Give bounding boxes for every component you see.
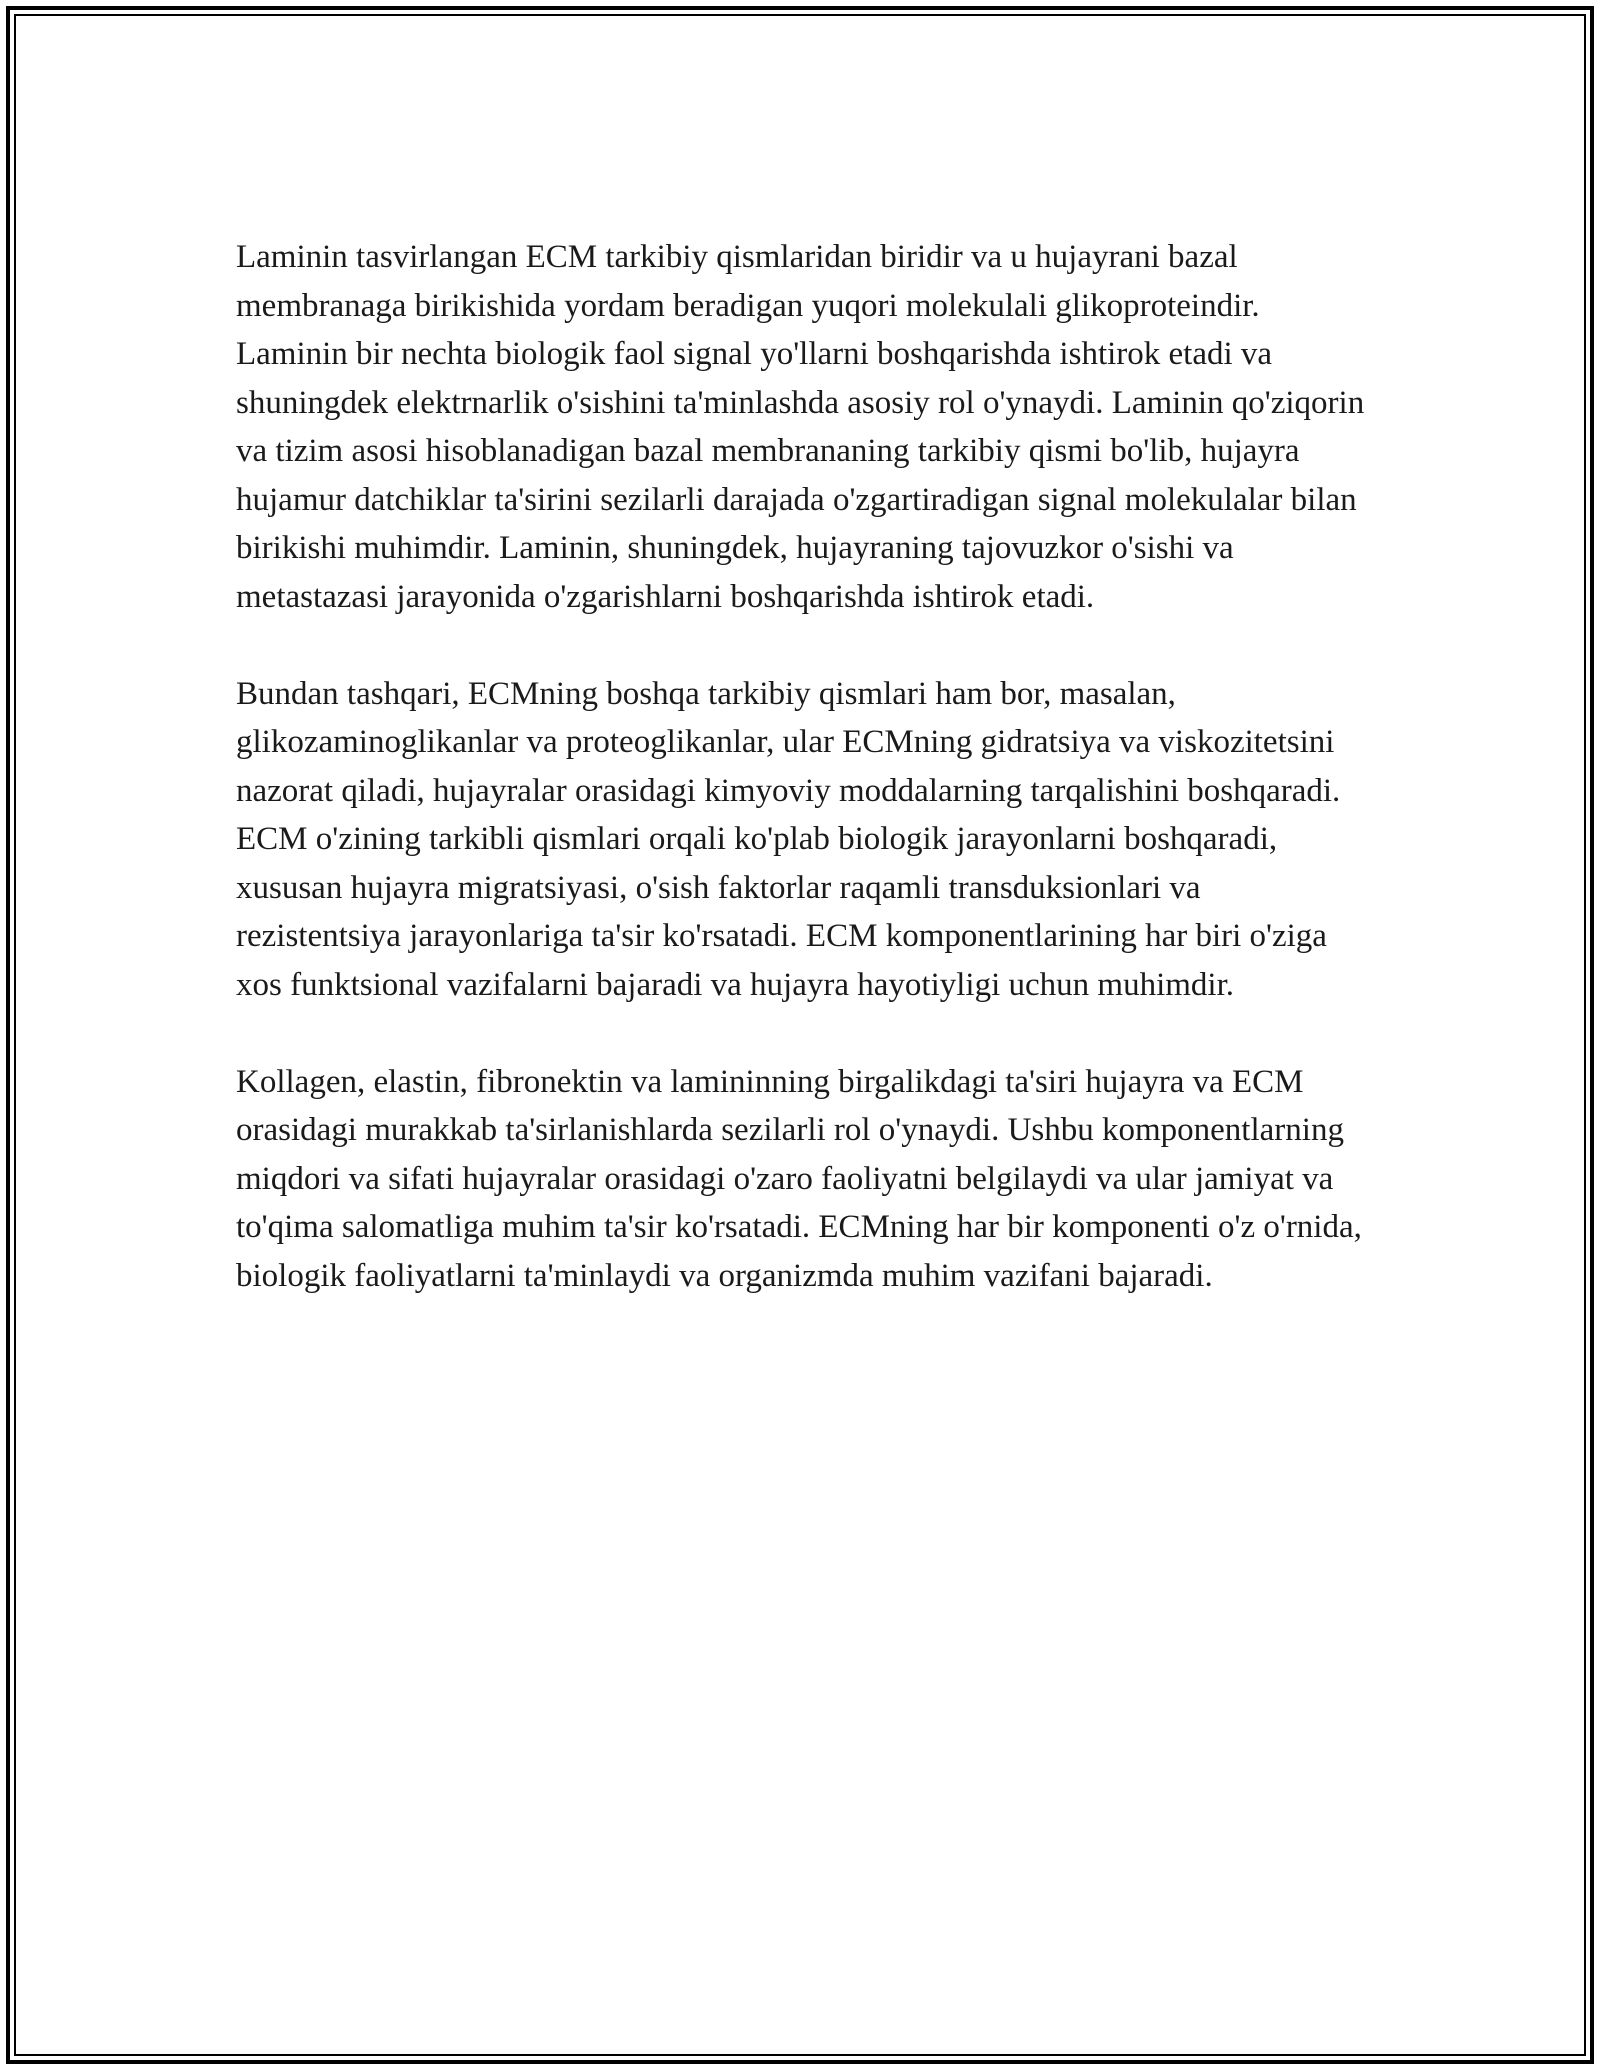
document-body [236,233,1366,1349]
paragraph-combined-effect: Kollagen, elastin, fibronektin va lamininning birgalikdagi ta'siri hujayra va ECM orasidagi murakkab ta'sirlanishlarda sezilarli rol o'ynaydi. Ushbu komponentlarning miqdori va sifati hujayralar orasidagi o'zaro faoliyatni belgilaydi va ular jamiyat va to'qima salomatliga muhim ta'sir ko'rsatadi. ECMning har bir komponenti o'z o'rnida, biologik faoliyatlarni ta'minlaydi va organizmda muhim vazifani bajaradi. [236,1063,1362,1294]
paragraph-laminin: Laminin tasvirlangan ECM tarkibiy qismlaridan biridir va u hujayrani bazal membranaga birikishida yordam beradigan yuqori molekulali glikoproteindir. Laminin bir nechta biologik faol signal yo'llarni boshqarishda ishtirok etadi va shuningdek elektrnarlik o'sishini ta'minlashda asosiy rol o'ynaydi. Laminin qo'ziqorin va tizim asosi hisoblanadigan bazal membrananing tarkibiy qismi bo'lib, hujayra hujamur datchiklar ta'sirini sezilarli darajada o'zgartiradigan signal molekulalar bilan birikishi muhimdir. Laminin, shuningdek, hujayraning tajovuzkor o'sishi va metastazasi jarayonida o'zgarishlarni boshqarishda ishtirok etadi. [236,239,1365,615]
paragraph-ecm-components: Bundan tashqari, ECMning boshqa tarkibiy qismlari ham bor, masalan, glikozaminoglikanlar va proteoglikanlar, ular ECMning gidratsiya va viskozitetsini nazorat qiladi, hujayralar orasidagi kimyoviy moddalarning tarqalishini boshqaradi. ECM o'zining tarkibli qismlari orqali ko'plab biologik jarayonlarni boshqaradi, xususan hujayra migratsiyasi, o'sish faktorlar raqamli transduksionlari va rezistentsiya jarayonlariga ta'sir ko'rsatadi. ECM komponentlarining har biri o'ziga xos funktsional vazifalarni bajaradi va hujayra hayotiyligi uchun muhimdir. [236,675,1341,1003]
